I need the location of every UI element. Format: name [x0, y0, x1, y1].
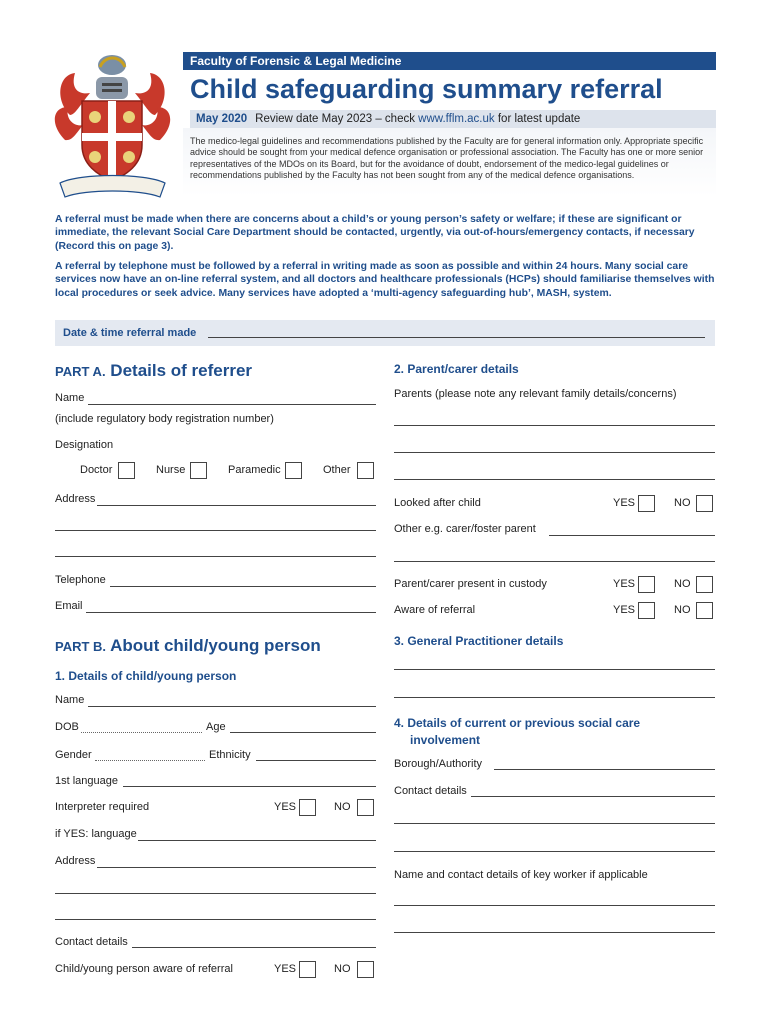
gp-line-1[interactable] — [394, 669, 715, 670]
borough-line[interactable] — [494, 769, 715, 770]
nurse-label: Nurse — [156, 464, 186, 476]
gender-label: Gender — [55, 749, 92, 761]
website-link[interactable]: www.fflm.ac.uk — [418, 113, 495, 125]
custody-yes-checkbox[interactable] — [638, 576, 655, 593]
child-contact-label: Contact details — [55, 936, 128, 948]
ethnicity-label: Ethnicity — [209, 749, 251, 761]
referrer-address-line-3[interactable] — [55, 556, 376, 557]
part-a-prefix: PART A. — [55, 364, 106, 379]
child-address-line-1[interactable] — [97, 867, 376, 868]
dob-line[interactable] — [80, 732, 202, 733]
paramedic-label: Paramedic — [228, 464, 281, 476]
looked-after-yes-checkbox[interactable] — [638, 495, 655, 512]
paramedic-checkbox[interactable] — [285, 462, 302, 479]
intro-paragraph-2: A referral by telephone must be followed by a referral in writing made as soon as possible and within 24 hours. Many social care services now have an on-line referral system, and all doctors and healthcare professionals (HCPs) should familiarise themselves with local procedures or seek advice. Many services have adopted a ‘multi-agency safeguarding hub’, MASH, system. — [55, 261, 715, 299]
other-carer-line[interactable] — [549, 535, 715, 536]
ethnicity-line[interactable] — [256, 760, 376, 761]
referrer-telephone-line[interactable] — [110, 586, 376, 587]
date-review-band — [190, 110, 716, 128]
doctor-checkbox[interactable] — [118, 462, 135, 479]
custody-no-checkbox[interactable] — [696, 576, 713, 593]
social-contact-line-2[interactable] — [394, 823, 715, 824]
interpreter-label: Interpreter required — [55, 801, 150, 813]
first-language-label: 1st language — [55, 775, 118, 787]
child-name-line[interactable] — [88, 706, 376, 707]
part-a-title: Details of referrer — [110, 361, 253, 380]
review-date-text: Review date May 2023 – check — [255, 113, 419, 125]
aware-no-checkbox[interactable] — [696, 602, 713, 619]
parents-line-2[interactable] — [394, 452, 715, 453]
interpreter-no-label: NO — [334, 801, 351, 813]
other-carer-line-2[interactable] — [394, 561, 715, 562]
custody-no-label: NO — [674, 578, 691, 590]
child-name-label: Name — [55, 694, 85, 706]
age-label: Age — [206, 721, 226, 733]
publication-date: May 2020 — [196, 113, 248, 125]
aware-yes-label: YES — [613, 604, 636, 616]
key-worker-label: Name and contact details of key worker if applicable — [394, 869, 648, 881]
gp-details-heading: 3. General Practitioner details — [394, 634, 564, 648]
interpreter-yes-checkbox[interactable] — [299, 799, 316, 816]
referrer-address-line-2[interactable] — [55, 530, 376, 531]
disclaimer-text: The medico-legal guidelines and recommendations published by the Faculty are for general information only. Appropriate specific advice should be sought from your medical defence organisation or professional association. The Faculty has one or more senior representatives of the MDOs on its Board, but for the avoidance of doubt, endorsement of the medico-legal guidelines or recommendations published by the Faculty has not been sought from any of the medical defence organisations. — [190, 136, 704, 181]
part-b-title: About child/young person — [110, 636, 321, 655]
looked-after-no-label: NO — [674, 497, 691, 509]
referrer-address-line-1[interactable] — [97, 505, 376, 506]
child-aware-yes-checkbox[interactable] — [299, 961, 316, 978]
document-title: Child safeguarding summary referral — [190, 74, 663, 104]
child-address-line-3[interactable] — [55, 919, 376, 920]
faculty-crest-logo — [50, 45, 175, 205]
date-time-field[interactable] — [55, 320, 715, 346]
gp-line-2[interactable] — [394, 697, 715, 698]
key-worker-line-2[interactable] — [394, 932, 715, 933]
review-date-suffix: for latest update — [494, 113, 581, 125]
referrer-name-line[interactable] — [88, 404, 376, 405]
referrer-telephone-label: Telephone — [55, 574, 106, 586]
gender-line[interactable] — [95, 760, 205, 761]
looked-after-no-checkbox[interactable] — [696, 495, 713, 512]
other-label: Other — [323, 464, 351, 476]
looked-after-label: Looked after child — [394, 497, 481, 509]
looked-after-yes-label: YES — [613, 497, 636, 509]
child-aware-no-label: NO — [334, 963, 351, 975]
social-contact-line[interactable] — [471, 796, 715, 797]
part-a-heading — [55, 361, 252, 381]
referrer-address-label: Address — [55, 493, 96, 505]
doctor-label: Doctor — [80, 464, 113, 476]
aware-referral-label: Aware of referral — [394, 604, 476, 616]
child-address-label: Address — [55, 855, 96, 867]
designation-label: Designation — [55, 439, 114, 451]
age-line[interactable] — [230, 732, 376, 733]
organisation-banner: Faculty of Forensic & Legal Medicine — [183, 52, 716, 70]
interpreter-language-line[interactable] — [138, 840, 376, 841]
nurse-checkbox[interactable] — [190, 462, 207, 479]
registration-note: (include regulatory body registration number) — [55, 413, 274, 425]
borough-label: Borough/Authority — [394, 758, 483, 770]
part-b-heading — [55, 636, 321, 656]
interpreter-no-checkbox[interactable] — [357, 799, 374, 816]
child-aware-no-checkbox[interactable] — [357, 961, 374, 978]
part-b-prefix: PART B. — [55, 639, 107, 654]
child-aware-yes-label: YES — [274, 963, 297, 975]
dob-label: DOB — [55, 721, 79, 733]
interpreter-language-label: if YES: language — [55, 828, 137, 840]
referrer-email-line[interactable] — [86, 612, 376, 613]
interpreter-yes-label: YES — [274, 801, 297, 813]
other-carer-label: Other e.g. carer/foster parent — [394, 523, 536, 535]
parents-line-1[interactable] — [394, 425, 715, 426]
referrer-name-label: Name — [55, 392, 85, 404]
social-contact-label: Contact details — [394, 785, 467, 797]
referrer-email-label: Email — [55, 600, 83, 612]
parents-label: Parents (please note any relevant family details/concerns) — [394, 388, 677, 400]
social-care-heading-l2: involvement — [410, 733, 481, 747]
parent-carer-heading: 2. Parent/carer details — [394, 362, 519, 376]
social-care-heading-l1: 4. Details of current or previous social care — [394, 716, 641, 730]
child-aware-label: Child/young person aware of referral — [55, 963, 233, 975]
parents-line-3[interactable] — [394, 479, 715, 480]
social-contact-line-3[interactable] — [394, 851, 715, 852]
child-details-heading: 1. Details of child/young person — [55, 669, 237, 683]
custody-label: Parent/carer present in custody — [394, 578, 547, 590]
date-time-line — [208, 337, 705, 338]
first-language-line[interactable] — [123, 786, 376, 787]
key-worker-line-1[interactable] — [394, 905, 715, 906]
aware-yes-checkbox[interactable] — [638, 602, 655, 619]
child-contact-line[interactable] — [132, 947, 376, 948]
aware-no-label: NO — [674, 604, 691, 616]
child-address-line-2[interactable] — [55, 893, 376, 894]
intro-paragraph-1: A referral must be made when there are concerns about a child’s or young person’s safety or welfare; if these are significant or immediate, the relevant Social Care Department should be contacted, urgently, via out-of-hours/emergency contacts, if necessary (Record this on page 3). — [55, 214, 695, 252]
custody-yes-label: YES — [613, 578, 636, 590]
date-time-label: Date & time referral made — [63, 327, 197, 339]
other-checkbox[interactable] — [357, 462, 374, 479]
